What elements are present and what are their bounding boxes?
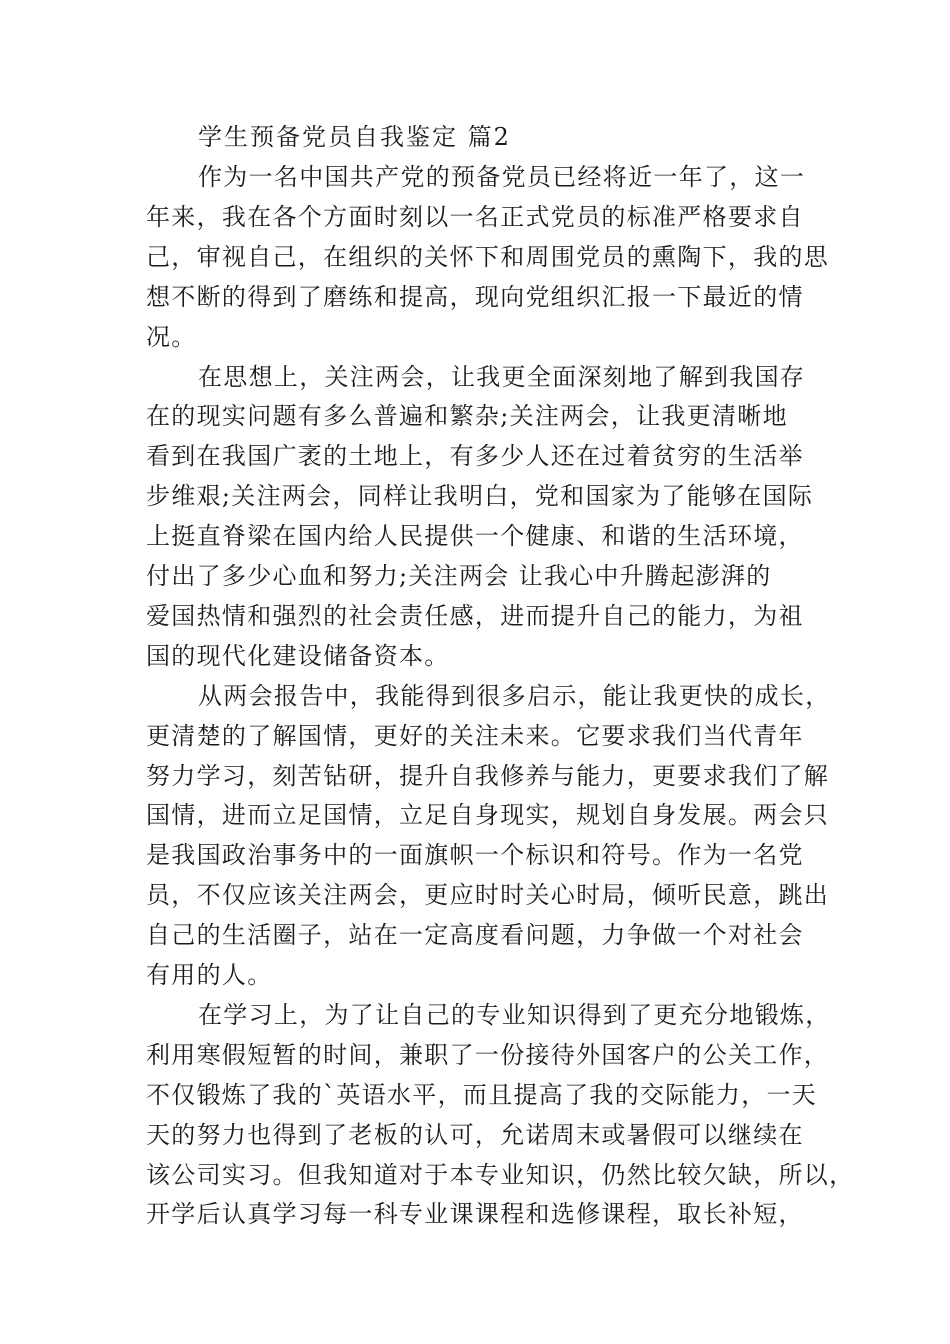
- paragraph-line: 己，审视自己，在组织的关怀下和周围党员的熏陶下，我的思: [146, 242, 830, 271]
- paragraph-line: 天的努力也得到了老板的认可，允诺周末或暑假可以继续在: [146, 1120, 804, 1149]
- paragraph-line: 国的现代化建设储备资本。: [146, 641, 450, 670]
- paragraph-line: 年来，我在各个方面时刻以一名正式党员的标准严格要求自: [146, 202, 804, 231]
- paragraph-line: 员，不仅应该关注两会，更应时时关心时局，倾听民意，跳出: [146, 881, 830, 910]
- paragraph-line: 从两会报告中，我能得到很多启示，能让我更快的成长，: [198, 681, 831, 710]
- paragraph-line: 开学后认真学习每一科专业课课程和选修课程，取长补短，: [146, 1200, 804, 1229]
- paragraph-line: 努力学习，刻苦钻研，提升自我修养与能力，更要求我们了解: [146, 761, 830, 790]
- paragraph-line: 在的现实问题有多么普遍和繁杂;关注两会，让我更清晰地: [146, 402, 788, 431]
- paragraph-line: 有用的人。: [146, 961, 273, 989]
- paragraph-line: 是我国政治事务中的一面旗帜一个标识和符号。作为一名党: [146, 841, 804, 870]
- paragraph-line: 利用寒假短暂的时间，兼职了一份接待外国客户的公关工作，: [146, 1040, 830, 1069]
- page-title: 学生预备党员自我鉴定 篇2: [198, 123, 511, 151]
- paragraph-line: 看到在我国广袤的土地上，有多少人还在过着贫穷的生活举: [146, 442, 804, 471]
- paragraph-line: 国情，进而立足国情，立足自身现实，规划自身发展。两会只: [146, 801, 830, 830]
- paragraph-line: 不仅锻炼了我的`英语水平，而且提高了我的交际能力，一天: [146, 1080, 818, 1109]
- paragraph-line: 上挺直脊梁在国内给人民提供一个健康、和谐的生活环境，: [146, 522, 804, 551]
- paragraph-line: 爱国热情和强烈的社会责任感，进而提升自己的能力，为祖: [146, 601, 804, 630]
- paragraph-line: 该公司实习。但我知道对于本专业知识，仍然比较欠缺，所以，: [146, 1160, 855, 1189]
- paragraph-line: 自己的生活圈子，站在一定高度看问题，力争做一个对社会: [146, 921, 804, 950]
- paragraph-line: 步维艰;关注两会，同样让我明白，党和国家为了能够在国际: [146, 482, 814, 511]
- paragraph-line: 在学习上，为了让自己的专业知识得到了更充分地锻炼，: [198, 1000, 831, 1029]
- paragraph-line: 在思想上，关注两会，让我更全面深刻地了解到我国存: [198, 362, 806, 391]
- paragraph-line: 更清楚的了解国情，更好的关注未来。它要求我们当代青年: [146, 721, 804, 750]
- paragraph-line: 况。: [146, 322, 197, 351]
- paragraph-line: 想不断的得到了磨练和提高，现向党组织汇报一下最近的情: [146, 282, 804, 311]
- paragraph-line: 付出了多少心血和努力;关注两会 让我心中升腾起澎湃的: [146, 562, 772, 590]
- paragraph-line: 作为一名中国共产党的预备党员已经将近一年了，这一: [198, 163, 806, 191]
